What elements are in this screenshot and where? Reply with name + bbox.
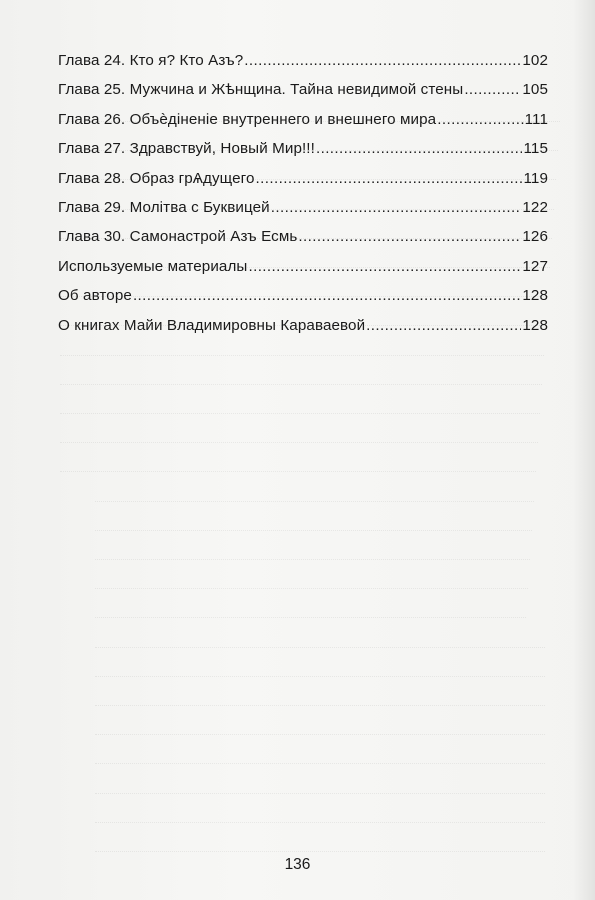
bleed-through-line [95, 529, 532, 531]
bleed-through-line [95, 704, 545, 706]
toc-leader-dots [464, 81, 521, 98]
toc-entry-page: 105 [522, 81, 548, 99]
toc-entry-title: Глава 27. Здравствуй, Новый Мир!!! [58, 140, 315, 158]
toc-entry-page: 128 [522, 316, 548, 334]
bleed-through-line [95, 587, 528, 589]
toc-leader-dots [437, 111, 523, 128]
bleed-through-line [60, 470, 536, 472]
toc-entry [58, 170, 548, 199]
toc-entry [58, 140, 548, 169]
toc-entry-title: Глава 26. Объѐдіненіе внутреннего и внешнего мира [58, 110, 437, 128]
bleed-through-line [95, 733, 545, 735]
bleed-through-line [95, 792, 545, 794]
toc-entry-page: 128 [522, 287, 548, 305]
toc-entry-title: Глава 29. Молітва с Буквицей [58, 198, 270, 216]
page-edge-shadow [573, 0, 595, 900]
bleed-through-line [95, 850, 545, 852]
bleed-through-line [95, 616, 526, 618]
toc-entry-title: Глава 25. Мужчина и Жѣнщина. Тайна невидимой стены [58, 81, 464, 99]
toc-entry [58, 287, 548, 316]
toc-leader-dots [244, 52, 521, 69]
toc-entry-title: Глава 24. Кто я? Кто Азъ? [58, 52, 244, 69]
bleed-through-line [60, 383, 542, 385]
bleed-through-line [95, 646, 545, 648]
toc-leader-dots [256, 170, 523, 187]
toc-entry [58, 199, 548, 228]
page-number: 136 [284, 856, 311, 873]
table-of-contents [58, 52, 548, 346]
toc-entry-page: 115 [523, 140, 548, 158]
toc-leader-dots [366, 317, 521, 334]
bleed-through-line [60, 441, 538, 443]
toc-entry [58, 258, 548, 287]
toc-leader-dots [298, 228, 521, 245]
toc-entry [58, 81, 548, 110]
toc-entry-title: Глава 30. Самонастрой Азъ Есмь [58, 228, 298, 246]
toc-leader-dots [271, 199, 522, 216]
toc-entry-title: Глава 28. Образ грѦдущего [58, 169, 255, 187]
bleed-through-line [60, 354, 544, 356]
toc-leader-dots [133, 287, 521, 304]
bleed-through-line [95, 675, 545, 677]
toc-entry-page: 126 [522, 228, 548, 246]
toc-entry-page: 122 [522, 198, 548, 216]
bleed-through-line [95, 558, 530, 560]
toc-entry-page: 111 [524, 110, 548, 128]
toc-entry-title: Используемые материалы [58, 257, 248, 275]
toc-entry [58, 52, 548, 81]
bleed-through-line [60, 412, 540, 414]
bleed-through-line [95, 762, 545, 764]
toc-entry-page: 127 [522, 257, 548, 275]
toc-leader-dots [316, 140, 523, 157]
toc-entry [58, 111, 548, 140]
toc-entry-title: О книгах Майи Владимировны Караваевой [58, 316, 366, 334]
bleed-through-line [95, 821, 545, 823]
toc-entry-page: 119 [523, 169, 548, 187]
toc-leader-dots [248, 258, 521, 275]
toc-entry [58, 228, 548, 257]
bleed-through-line [95, 500, 534, 502]
toc-entry-title: Об авторе [58, 287, 132, 305]
toc-entry-page: 102 [522, 52, 548, 69]
toc-entry [58, 317, 548, 346]
